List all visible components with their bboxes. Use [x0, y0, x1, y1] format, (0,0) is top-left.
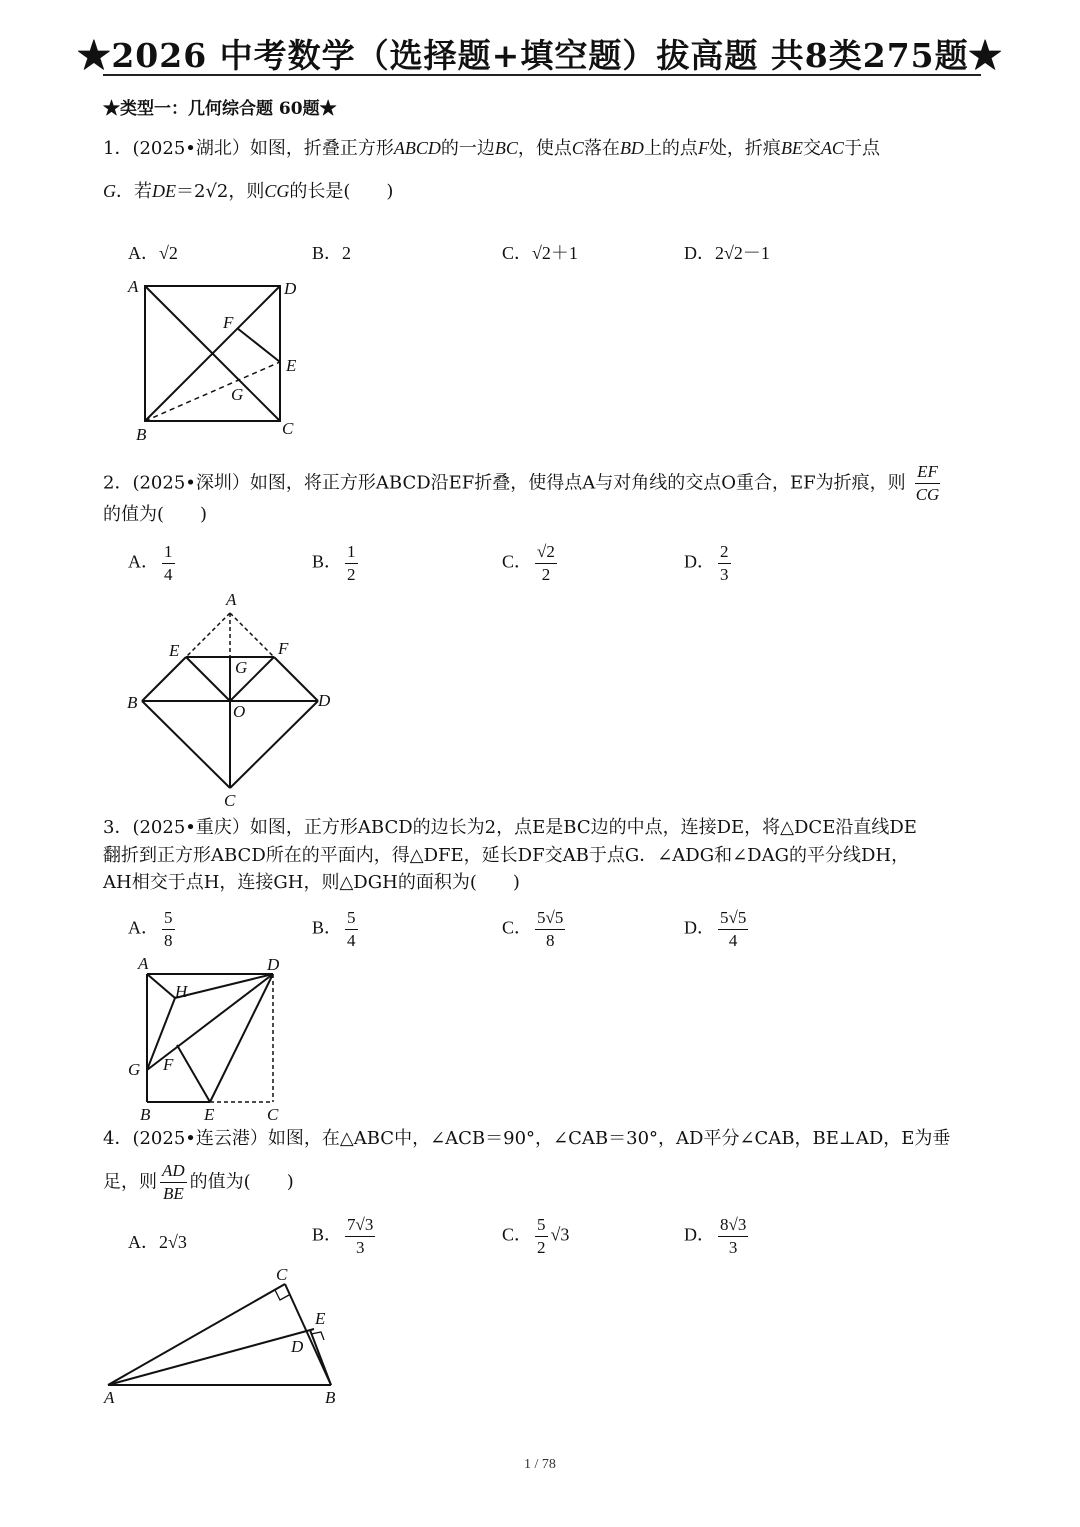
q3-option-c: C． $\frac{5√5}{8}$	[502, 908, 564, 950]
q2-label-b: B	[127, 693, 138, 712]
q2-label-o: O	[233, 702, 246, 721]
q1-line2: G．若DE＝2√2，则CG的长是( )	[103, 181, 394, 202]
q3-label-f: F	[163, 1055, 174, 1074]
q4-option-d: D． $\frac{8√3}{3}$	[684, 1215, 747, 1257]
q2-label-d: D	[318, 691, 331, 710]
q2-option-a: A． $\frac{1}{4}$	[128, 542, 173, 584]
q4-line2: 足，则 $\frac{AD}{BE}$ 的值为( )	[103, 1161, 294, 1203]
q1-option-a: A．√2	[128, 243, 178, 263]
q2-option-d: D． $\frac{2}{3}$	[684, 542, 729, 584]
document-title: ★2026 中考数学（选择题+填空题）拔高题 共8类275题★	[77, 36, 1003, 75]
q4-label-d: D	[291, 1337, 304, 1356]
q4-label-a: A	[104, 1388, 115, 1407]
q1-label-b: B	[136, 425, 147, 444]
q3-label-b: B	[140, 1105, 151, 1124]
q2-label-g: G	[235, 658, 248, 677]
q3-figure	[120, 950, 300, 1128]
q3-label-d: D	[267, 955, 280, 974]
q1-figure	[120, 272, 320, 447]
q1-label-c: C	[282, 419, 294, 438]
q3-label-h: H	[175, 982, 188, 1001]
q4-label-b: B	[325, 1388, 336, 1407]
q4-label-e: E	[315, 1309, 326, 1328]
title-underline	[103, 74, 981, 76]
q4-option-c: C． $\frac{5}{2}$ √3	[502, 1215, 570, 1257]
q1-label-f: F	[223, 313, 234, 332]
q2-label-f: F	[278, 639, 289, 658]
q3-line2: 翻折到正方形ABCD所在的平面内，得△DFE，延长DF交AB于点G．∠ADG和∠DAG的平分线DH，	[103, 845, 910, 866]
q3-option-b: B． $\frac{5}{4}$	[312, 908, 356, 950]
q2-label-a: A	[226, 590, 237, 609]
q3-option-a: A． $\frac{5}{8}$	[128, 908, 173, 950]
q3-label-e: E	[204, 1105, 215, 1124]
q2-option-c: C． $\frac{√2}{2}$	[502, 542, 555, 584]
q4-line1: 4．(2025•连云港）如图，在△ABC中，∠ACB＝90°，∠CAB＝30°，AD平分∠CAB，BE⊥AD，E为垂	[103, 1128, 951, 1149]
q2-line1: 2．(2025•深圳）如图，将正方形ABCD沿EF折叠，使得点A与对角线的交点O重合，EF为折痕，则 $\frac{EF}{CG}$	[103, 462, 940, 504]
q2-label-e: E	[169, 641, 180, 660]
q1-label-a: A	[128, 277, 139, 296]
q2-line2: 的值为( )	[103, 504, 208, 525]
q3-label-a: A	[138, 954, 149, 973]
page-number: 1 / 78	[524, 1457, 556, 1472]
q1-option-d: D．2√2－1	[684, 243, 770, 263]
q1-label-e: E	[286, 356, 297, 375]
q1-label-g: G	[231, 385, 244, 404]
q3-option-d: D． $\frac{5√5}{4}$	[684, 908, 747, 950]
q1-option-c: C．√2＋1	[502, 243, 578, 263]
q3-label-g: G	[128, 1060, 141, 1079]
q1-label-d: D	[284, 279, 297, 298]
q4-figure	[95, 1262, 355, 1412]
q2-option-b: B． $\frac{1}{2}$	[312, 542, 356, 584]
q1-line1: 1．(2025•湖北）如图，折叠正方形ABCD的一边BC，使点C落在BD上的点F处，折痕BE交AC于点	[103, 138, 880, 159]
q4-option-a: A．2√3	[128, 1232, 187, 1252]
q3-label-c: C	[267, 1105, 279, 1124]
q4-label-c: C	[276, 1265, 288, 1284]
q2-figure	[120, 588, 340, 813]
q3-line3: AH相交于点H，连接GH，则△DGH的面积为( )	[103, 872, 520, 893]
q2-fraction: $\frac{EF}{CG}$	[915, 462, 940, 504]
q4-option-b: B． $\frac{7√3}{3}$	[312, 1215, 374, 1257]
q2-label-c: C	[224, 791, 236, 810]
q1-option-b: B．2	[312, 243, 352, 263]
q3-line1: 3．(2025•重庆）如图，正方形ABCD的边长为2，点E是BC边的中点，连接DE，将△DCE沿直线DE	[103, 817, 917, 838]
section-heading: ★类型一：几何综合题 60题★	[103, 99, 337, 119]
